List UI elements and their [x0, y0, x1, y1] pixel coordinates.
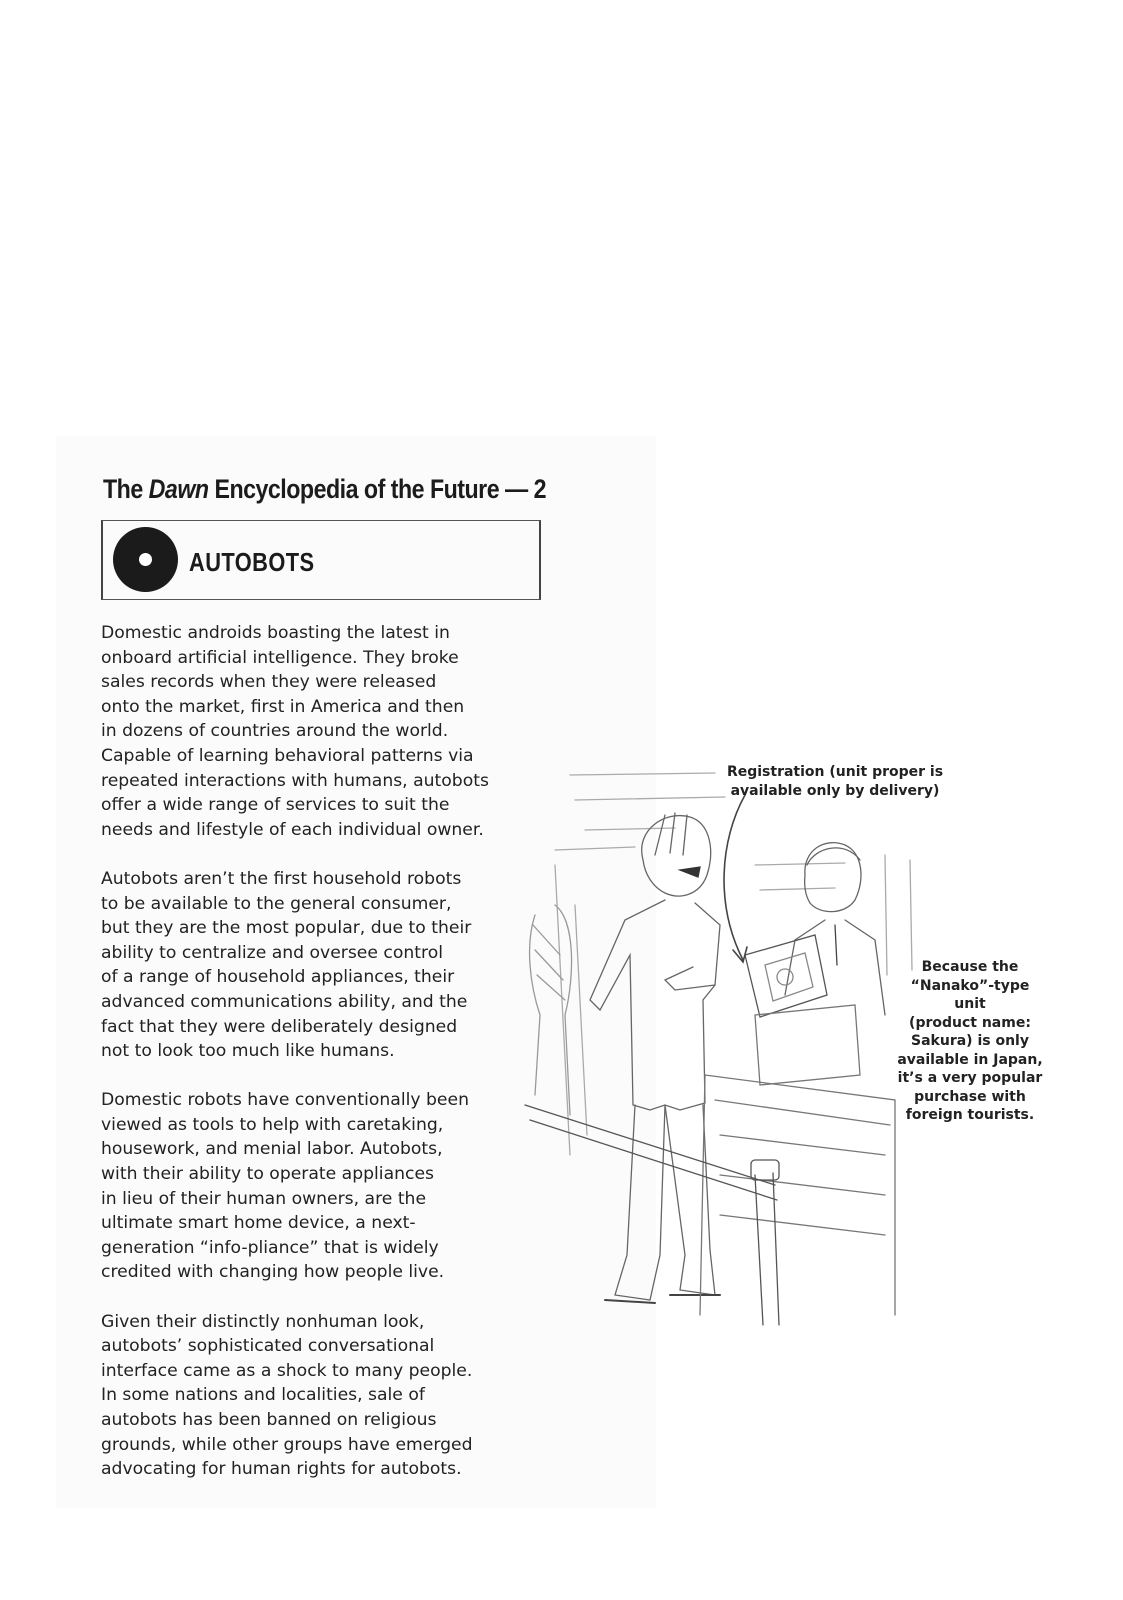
title-emphasis: Dawn	[148, 474, 209, 504]
tablet-sketch	[745, 935, 827, 1017]
paragraph: Autobots aren’t the first household robots to be available to the general consumer, but they are the most popular, due to their ability to centralize and oversee control of a range of household appliances, their advanced communications ability, and the fact that they were deliberately designed not to look too much like humans.	[101, 868, 472, 1062]
disc-icon	[113, 527, 178, 592]
paragraph: Domestic androids boasting the latest in onboard artificial intelligence. They broke sales records when they were released onto the market, first in America and then in dozens of countries around the world. Capable of learning behavioral patterns via repeated interactions with humans, autobots offer a wide range of services to suit the needs and lifestyle of each individual owner.	[101, 623, 489, 840]
background-shelf-lines	[555, 773, 912, 1155]
section-header	[101, 520, 541, 600]
left-person-sketch	[530, 905, 572, 1115]
counter-sketch	[525, 1005, 895, 1325]
title-suffix: Encyclopedia of the Future — 2	[208, 474, 547, 504]
clerk-sketch	[785, 843, 885, 1015]
customer-sketch	[590, 813, 720, 1303]
title-prefix: The	[103, 474, 149, 504]
page-title	[103, 474, 546, 505]
annotation-nanako: Because the “Nanako”-type unit (product name: Sakura) is only available in Japan, it’s a very popular purchase with foreign tourists.	[897, 959, 1043, 1123]
arrow-sketch	[724, 795, 747, 962]
paragraph: Given their distinctly nonhuman look, autobots’ sophisticated conversational interface came as a shock to many people. In some nations and localities, sale of autobots has been banned on religious grounds, while other groups have emerged advocating for human rights for autobots.	[101, 1311, 473, 1480]
paragraph: Domestic robots have conventionally been viewed as tools to help with caretaking, housework, and menial labor. Autobots, with their ability to operate appliances in lieu of their human owners, are the ultimate smart home device, a next- generation “info-pliance” that is widely credited with changing how people live.	[101, 1090, 469, 1283]
article-body	[101, 621, 521, 1506]
annotation-registration: Registration (unit proper is available only by delivery)	[726, 764, 944, 799]
section-title: AUTOBOTS	[189, 547, 315, 577]
